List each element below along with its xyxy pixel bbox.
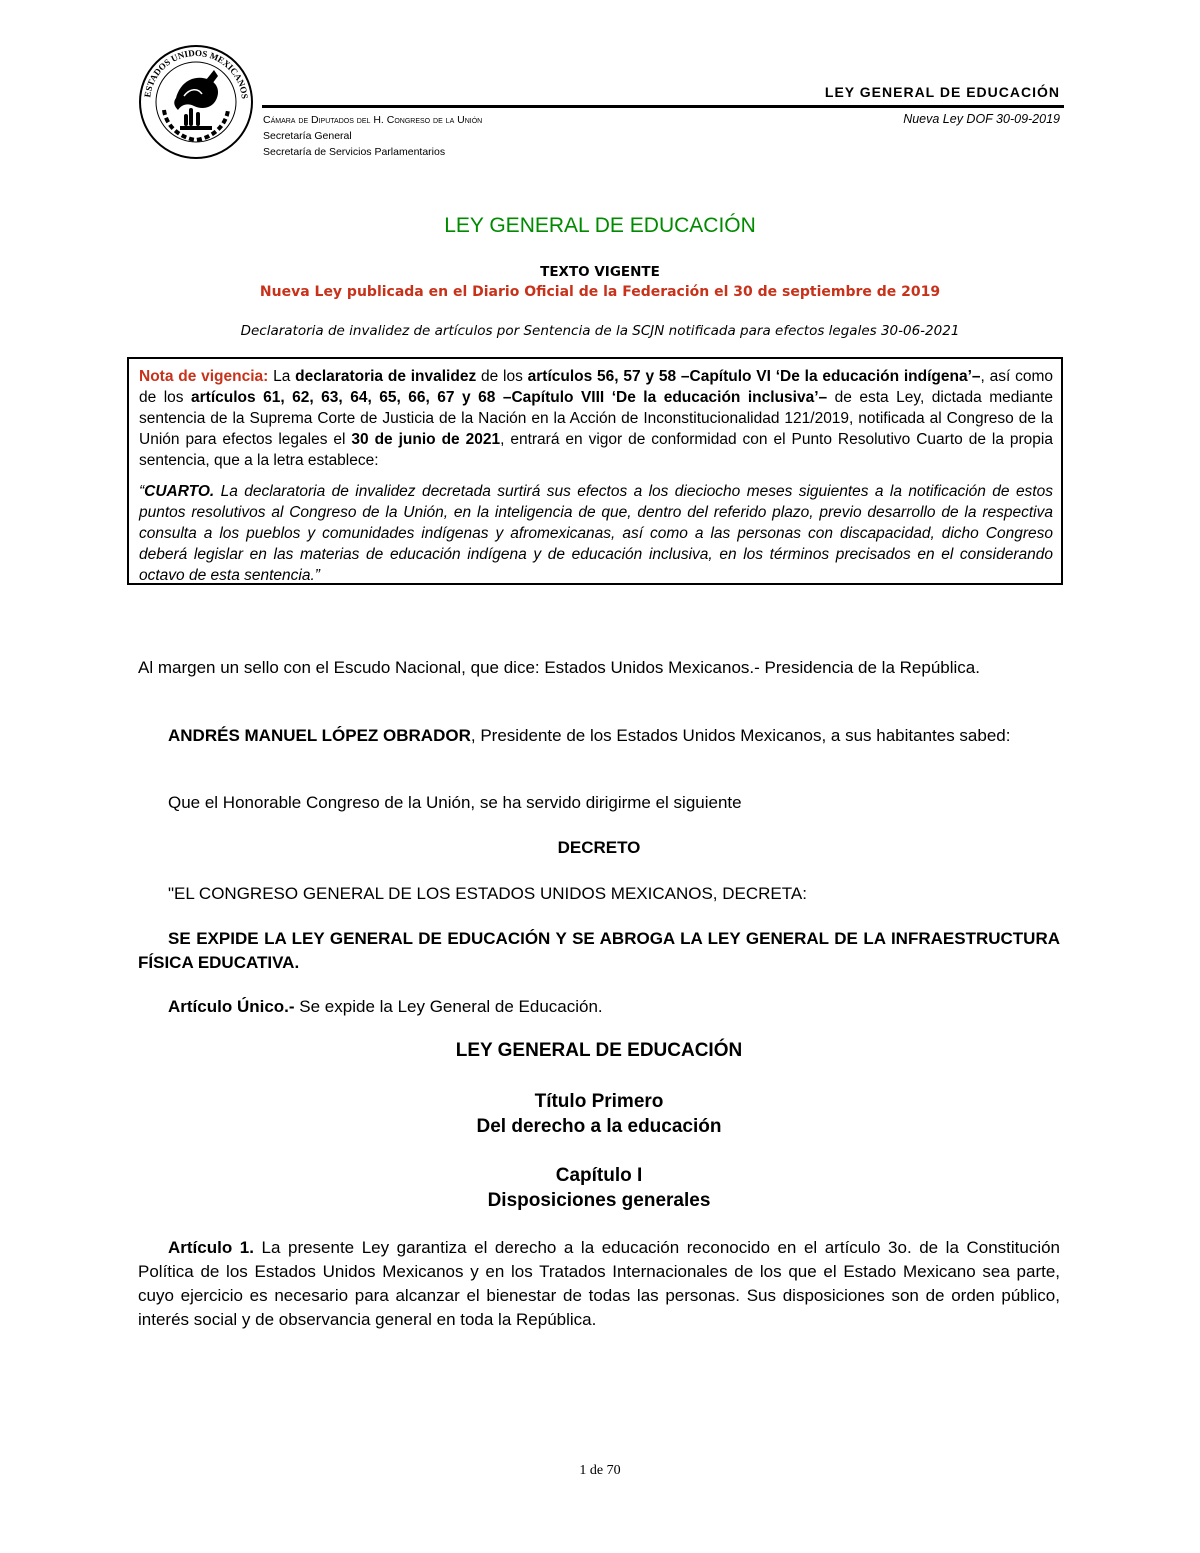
ley-heading: LEY GENERAL DE EDUCACIÓN xyxy=(455,1040,743,1061)
articulo-unico xyxy=(138,995,1060,1019)
presidente-paragraph xyxy=(138,724,1060,748)
document-title: LEY GENERAL DE EDUCACIÓN xyxy=(444,214,756,237)
presidente-rest: , Presidente de los Estados Unidos Mexicanos, a sus habitantes sabed: xyxy=(470,726,1011,745)
nota-quote xyxy=(139,481,1053,586)
quote-bold: CUARTO. xyxy=(144,483,215,500)
articulo-1 xyxy=(138,1236,1060,1332)
quote-mark: “ xyxy=(139,483,145,500)
running-title: LEY GENERAL DE EDUCACIÓN xyxy=(824,84,1060,100)
decreto-heading: DECRETO xyxy=(557,838,641,857)
nota-bold: artículos 61, 62, 63, 64, 65, 66, 67 y 68 –Capítulo VIII ‘De la educación inclusiva’– xyxy=(191,389,828,406)
header-rule xyxy=(262,105,1064,108)
nota-bold: declaratoria de invalidez xyxy=(295,368,477,385)
nota-label: Nota de vigencia: xyxy=(139,368,269,385)
secretaria-servicios: Secretaría de Servicios Parlamentarios xyxy=(263,146,446,158)
header-institution xyxy=(263,112,482,160)
texto-vigente: TEXTO VIGENTE xyxy=(540,264,660,280)
quote-text: La declaratoria de invalidez decretada surtirá sus efectos a los dieciocho meses siguientes a la notificación de estos puntos resolutivos al Congreso de la Unión, en la inteligencia de que, dentro del referido plazo, previo desarrollo de la respectiva consulta a los pueblos y comunidades indígenas y afromexicanas, así como a las personas con discapacidad, dicho Congreso deberá legislar en las materias de educación indígena y de educación inclusiva, en los términos precisados en el considerando octavo de esta sentencia.” xyxy=(139,483,1053,584)
nota-text: La xyxy=(268,368,296,385)
capitulo-heading: Capítulo I xyxy=(555,1165,643,1186)
articulo-1-label: Artículo 1. xyxy=(168,1238,254,1257)
publication-note: Nueva Ley publicada en el Diario Oficial de la Federación el 30 de septiembre de 2019 xyxy=(259,284,941,300)
margen-paragraph: Al margen un sello con el Escudo Nacional, que dice: Estados Unidos Mexicanos.- Presidencia de la República. xyxy=(138,658,980,677)
nota-vigencia-box xyxy=(127,357,1063,585)
nota-bold: artículos 56, 57 y 58 –Capítulo VI ‘De la educación indígena’– xyxy=(527,368,981,385)
titulo-name: Del derecho a la educación xyxy=(476,1116,722,1137)
page-number: 1 de 70 xyxy=(579,1463,621,1478)
nota-paragraph xyxy=(139,366,1053,471)
declaratoria-note: Declaratoria de invalidez de artículos por Sentencia de la SCJN notificada para efectos legales 30-06-2021 xyxy=(240,323,960,339)
congreso-paragraph: "EL CONGRESO GENERAL DE LOS ESTADOS UNIDOS MEXICANOS, DECRETA: xyxy=(168,884,807,903)
articulo-1-text: La presente Ley garantiza el derecho a la educación reconocido en el artículo 3o. de la Constitución Política de los Estados Unidos Mexicanos y en los Tratados Internacionales de los que el Estado Mexicano sea parte, cuyo ejercicio es necesario para alcanzar el bienestar de todas las personas. Sus disposiciones son de orden público, interés social y de observancia general en toda la República. xyxy=(138,1238,1061,1329)
secretaria-general: Secretaría General xyxy=(263,130,352,142)
nota-text: , así como de los xyxy=(139,368,1053,406)
titulo-heading: Título Primero xyxy=(534,1091,664,1112)
nota-text: de esta Ley, dictada mediante sentencia de la Suprema Corte de Justicia de la Nación en la Acción de Inconstitucionalidad 121/2019, notificada al Congreso de la Unión para efectos legales el xyxy=(139,389,1053,448)
svg-text:ESTADOS UNIDOS MEXICANOS: ESTADOS UNIDOS MEXICANOS xyxy=(142,47,250,100)
chamber-name: Cámara de Diputados del H. Congreso de la Unión xyxy=(263,114,483,126)
expide-paragraph: SE EXPIDE LA LEY GENERAL DE EDUCACIÓN Y SE ABROGA LA LEY GENERAL DE LA INFRAESTRUCTURA FÍSICA EDUCATIVA. xyxy=(138,929,1060,972)
articulo-unico-label: Artículo Único.- xyxy=(168,997,295,1016)
que-el-paragraph: Que el Honorable Congreso de la Unión, se ha servido dirigirme el siguiente xyxy=(168,793,742,812)
capitulo-name: Disposiciones generales xyxy=(487,1190,711,1211)
presidente-name: ANDRÉS MANUEL LÓPEZ OBRADOR xyxy=(168,726,471,745)
edition-note: Nueva Ley DOF 30-09-2019 xyxy=(903,112,1060,126)
nota-text: , entrará en vigor de conformidad con el Punto Resolutivo Cuarto de la propia sentencia, que a la letra establece: xyxy=(139,431,1053,469)
articulo-unico-text: Se expide la Ley General de Educación. xyxy=(294,997,603,1016)
nota-text: de los xyxy=(476,368,528,385)
mexican-seal-icon xyxy=(136,40,256,164)
nota-bold: 30 de junio de 2021 xyxy=(351,431,501,448)
